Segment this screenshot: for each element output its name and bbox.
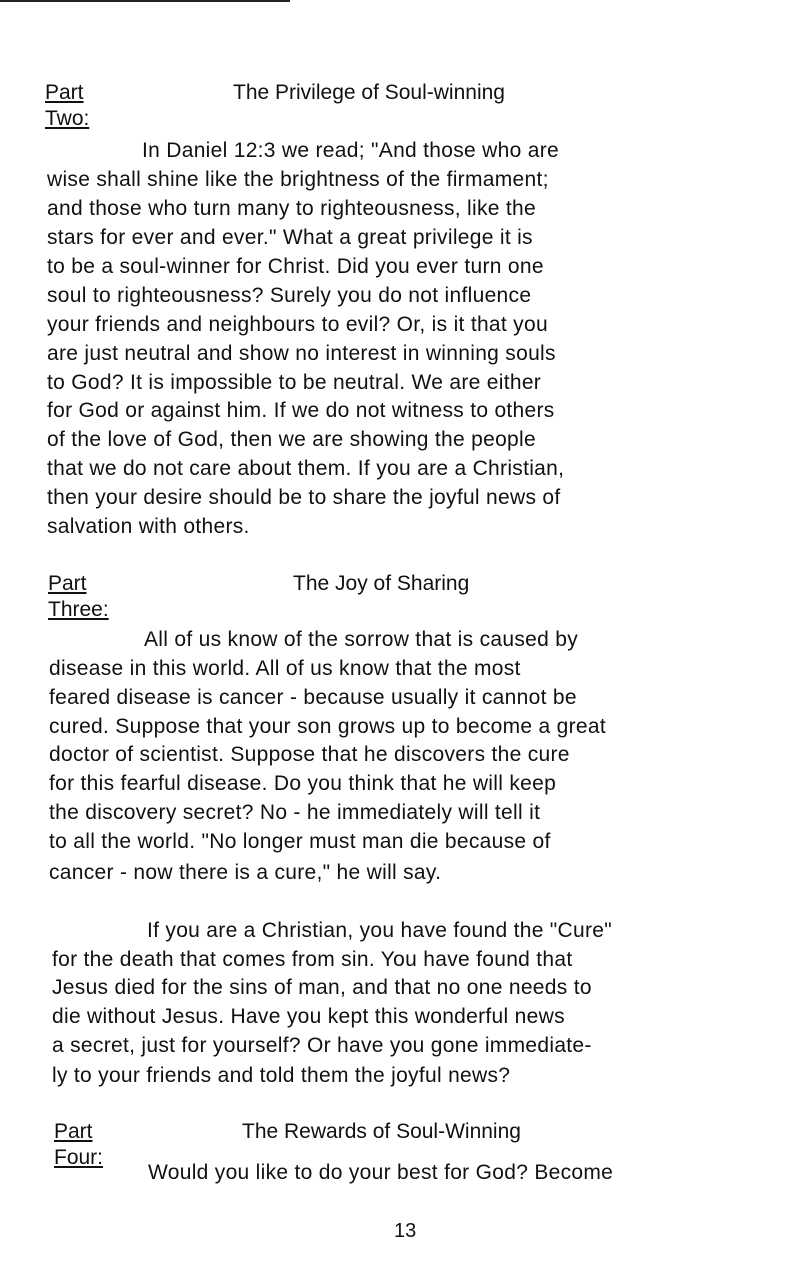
paragraph-line: cancer - now there is a cure," he will say. (49, 861, 442, 884)
paragraph-line: If you are a Christian, you have found the "Cure" (147, 919, 613, 942)
paragraph-line: Jesus died for the sins of man, and that no one needs to (52, 976, 592, 999)
paragraph-line: for God or against him. If we do not witness to others (47, 399, 555, 422)
section-title: The Privilege of Soul-winning (233, 81, 505, 104)
paragraph-line: doctor of scientist. Suppose that he discovers the cure (49, 743, 570, 766)
paragraph-line: Would you like to do your best for God? Become (148, 1161, 614, 1184)
page-number: 13 (394, 1220, 417, 1242)
paragraph-line: ly to your friends and told them the joyful news? (52, 1064, 511, 1087)
paragraph-line: that we do not care about them. If you are a Christian, (47, 457, 565, 480)
section-label: Part Two: (45, 81, 90, 130)
top-rule (0, 0, 290, 2)
paragraph-line: soul to righteousness? Surely you do not influence (47, 284, 532, 307)
paragraph-line: then your desire should be to share the joyful news of (47, 486, 561, 509)
paragraph-line: feared disease is cancer - because usually it cannot be (49, 686, 577, 709)
section-title: The Rewards of Soul-Winning (242, 1120, 521, 1143)
paragraph-line: for this fearful disease. Do you think that he will keep (49, 772, 557, 795)
paragraph-line: wise shall shine like the brightness of the firmament; (47, 168, 549, 191)
paragraph-line: In Daniel 12:3 we read; "And those who are (142, 139, 559, 162)
paragraph-line: the discovery secret? No - he immediately will tell it (49, 801, 541, 824)
paragraph-line: salvation with others. (47, 515, 250, 538)
paragraph-line: die without Jesus. Have you kept this wonderful news (52, 1005, 565, 1028)
paragraph-line: stars for ever and ever." What a great privilege it is (47, 226, 533, 249)
paragraph-line: of the love of God, then we are showing the people (47, 428, 536, 451)
paragraph-line: disease in this world. All of us know that the most (49, 657, 521, 680)
paragraph-line: for the death that comes from sin. You have found that (52, 948, 573, 971)
paragraph-line: and those who turn many to righteousness, like the (47, 197, 536, 220)
paragraph-line: All of us know of the sorrow that is caused by (144, 628, 579, 651)
paragraph-line: are just neutral and show no interest in winning souls (47, 342, 556, 365)
section-label: Part Three: (48, 572, 109, 621)
paragraph-line: to be a soul-winner for Christ. Did you ever turn one (47, 255, 544, 278)
section-title: The Joy of Sharing (293, 572, 470, 595)
paragraph-line: a secret, just for yourself? Or have you gone immediate- (52, 1034, 592, 1057)
paragraph-line: to God? It is impossible to be neutral. We are either (47, 371, 542, 394)
paragraph-line: your friends and neighbours to evil? Or, is it that you (47, 313, 548, 336)
paragraph-line: cured. Suppose that your son grows up to become a great (49, 715, 606, 738)
paragraph-line: to all the world. "No longer must man die because of (49, 830, 551, 853)
section-label: Part Four: (54, 1120, 104, 1169)
